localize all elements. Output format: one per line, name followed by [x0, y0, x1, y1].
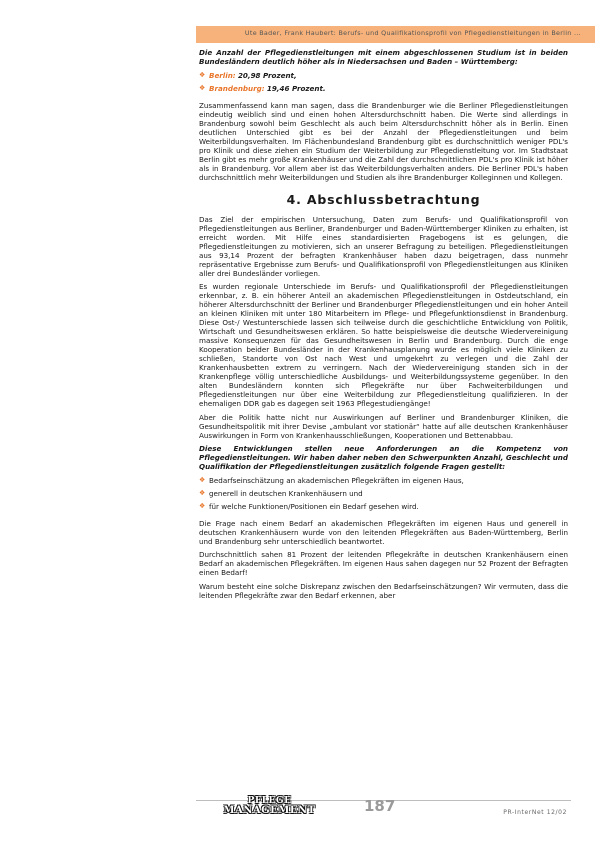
issue-label: PR-InterNet 12/02: [503, 809, 567, 816]
body-paragraph: Aber die Politik hatte nicht nur Auswirkungen auf Berliner und Brandenburger Kliniken, die Gesundheitspolitik mit ihrer Devise „ambulant vor stationär“ hatte auf alle deutschen Krankenhäuser Auswirkungen in Form von Krankenhausschließungen, Kooperationen und Bettenabbau.: [199, 412, 568, 440]
state-value: 19,46 Prozent.: [266, 83, 326, 93]
diamond-bullet-icon: ❖: [199, 475, 206, 484]
article-body: [199, 48, 568, 604]
state-name: Berlin:: [209, 70, 236, 80]
section-heading: 4. Abschlussbetrachtung: [286, 191, 481, 207]
diamond-bullet-icon: ❖: [199, 70, 206, 79]
diamond-bullet-icon: ❖: [199, 488, 206, 497]
question-text: für welche Funktionen/Positionen ein Bedarf gesehen wird.: [209, 501, 419, 511]
summary-paragraph: Zusammenfassend kann man sagen, dass die Brandenburger wie die Berliner Pflegedienstleitungen eindeutig weiblich sind und einen hohen Altersdurchschnitt haben. Die Werte sind allerdings in Brandenburg sowohl beim Geschlecht als auch beim Altersdurchschnitt höher als in Berlin. Einen deutlichen Unterschied gibt es bei der Anzahl der Pflegedienstleitungen und beim Weiterbildungsverhalten. Im Flächenbundesland Brandenburg gibt es durchschnittlich weniger PDL's pro Klinik und diese ziehen ein Studium der Weiterbildung zur Pflegedienstleitung vor. Im Stadtstaat Berlin gibt es mehr große Krankenhäuser und die Zahl der durchschnittlichen PDL's pro Klinik ist höher als in Brandenburg. Vor allem aber ist das Weiterbildungsverhalten anders. Die Berliner PDL's haben durchschnittlich mehr Weiterbildungen und Studien als ihre Brandenburger Kolleginnen und Kollegen.: [199, 100, 568, 182]
logo-bottom-text: MANAGEMENT: [223, 805, 316, 816]
list-item: [199, 71, 568, 80]
list-item: [199, 502, 568, 511]
body-paragraph: Durchschnittlich sahen 81 Prozent der leitenden Pflegekräfte in deutschen Krankenhäusern einen Bedarf an akademischen Pflegekräften. Im eigenen Haus sahen dagegen nur 52 Prozent der Befragten einen Bedarf!: [199, 550, 568, 577]
question-text: Bedarfseinschätzung an akademischen Pflegekräften im eigenen Haus,: [209, 475, 464, 485]
body-paragraph: Das Ziel der empirischen Untersuchung, Daten zum Berufs- und Qualifikationsprofil von Pflegedienstleitungen aus Berliner, Brandenburger und Baden-Württemberger Kliniken zu erhalten, ist erreicht worden. Mit Hilfe eines standardisierten Fragebogens ist es gelungen, die Pflegedienstleitungen zu motivieren, sich an unserer Befragung zu beteiligen. Pflegedienstleitungen aus 93,14 Prozent der befragten Krankenhäuser haben dazu beigetragen, dass nunmehr repräsentative Ergebnisse zum Berufs- und Qualifikationsprofil von Pflegedienstleitungen aus Kliniken aller drei Bundesländer vorliegen.: [199, 214, 568, 278]
body-paragraph: Warum besteht eine solche Diskrepanz zwischen den Bedarfseinschätzungen? Wir vermuten, dass die leitenden Pflegekräfte zwar den Bedarf erkennen, aber: [199, 581, 568, 600]
body-paragraph: Es wurden regionale Unterschiede im Berufs- und Qualifikationsprofil der Pflegedienstleitungen erkennbar, z. B. ein höherer Anteil an akademischen Pflegedienstleitungen in Ostdeutschland, ein höherer Altersdurchschnitt der Berliner und Brandenburger Pflegedienstleitungen und ein hoher Anteil an kleinen Kliniken mit unter 180 Mitarbeitern im Pflege- und Pflegefunktionsdienst in Brandenburg. Diese Ost-/ Westunterschiede lassen sich teilweise durch die geschichtliche Entwicklung von Politik, Wirtschaft und Gesundheitswesen erklären. So hatte beispielsweise die deutsche Wiedervereinigung massive Konsequenzen für das Gesundheitswesen in Berlin und Brandenburg. Durch die enge Kooperation beider Bundesländer in der Krankenhausplanung wurde es möglich viele Kliniken zu schließen, Standorte von Ost nach West und umgekehrt zu verlegen und die Zahl der Krankenhausbetten extrem zu verringern. Nach der Wiedervereinigung standen sich in der Krankenpflege völlig unterschiedliche Ausbildungs- und Weiterbildungssysteme gegenüber. In den alten Bundesländern konnten sich Pflegekräfte nur über Fachweiterbildungen und Pflegedienstleitungen nur über eine Weiterbildung zur Pflegedienstleitung qualifizieren. In der ehemaligen DDR gab es dagegen seit 1963 Pflegestudiengänge!: [199, 282, 568, 408]
list-item: [199, 84, 568, 93]
state-name: Brandenburg:: [209, 83, 265, 93]
list-item: [199, 489, 568, 498]
emphasis-paragraph: Diese Entwicklungen stellen neue Anforderungen an die Kompetenz von Pflegedienstleitungen. Wir haben daher neben den Schwerpunkten Anzahl, Geschlecht und Qualifikation der Pflegedienstleitungen zusätzlich folgende Fragen gestellt:: [199, 444, 568, 471]
intro-paragraph: Die Anzahl der Pflegedienstleitungen mit einem abgeschlossenen Studium ist in beiden Bundesländern deutlich höher als in Niedersachsen und Baden – Württemberg:: [199, 48, 568, 66]
page-number: 187: [364, 797, 396, 815]
journal-logo: [212, 797, 327, 815]
questions-list: [199, 476, 568, 511]
list-item: [199, 476, 568, 485]
logo-top-text: PFLEGE: [247, 796, 292, 806]
question-text: generell in deutschen Krankenhäusern und: [209, 488, 363, 498]
body-paragraph: Die Frage nach einem Bedarf an akademischen Pflegekräften im eigenen Haus und generell in deutschen Krankenhäusern wurde von den leitenden Pflegekräften aus Baden-Württemberg, Berlin und Brandenburg sehr unterschiedlich beantwortet.: [199, 518, 568, 546]
left-margin: [0, 0, 196, 842]
diamond-bullet-icon: ❖: [199, 83, 206, 92]
state-value: 20,98 Prozent,: [237, 70, 297, 80]
diamond-bullet-icon: ❖: [199, 501, 206, 510]
state-stats-list: [199, 71, 568, 93]
running-head: Ute Bader, Frank Haubert: Berufs- und Qualifikationsprofil von Pflegedienstleitungen in Berlin ...: [244, 29, 581, 37]
